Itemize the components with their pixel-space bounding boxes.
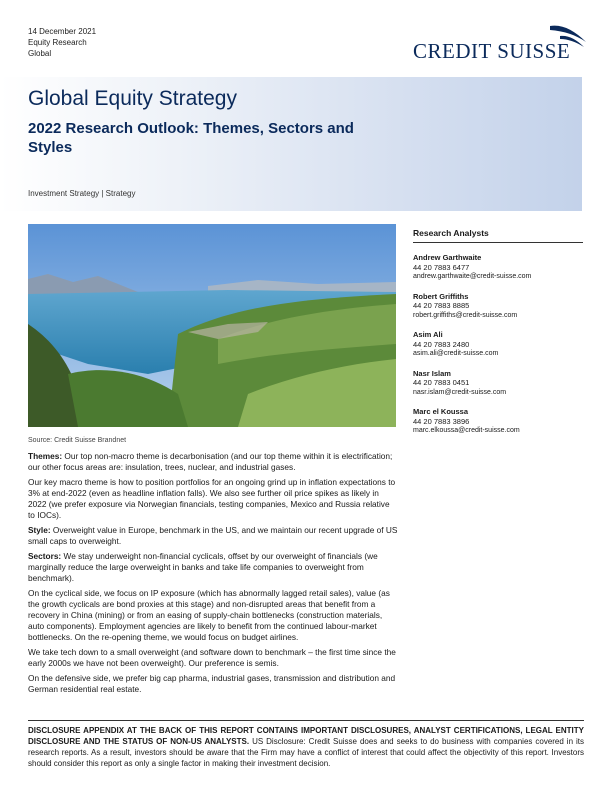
- analyst-card: [413, 253, 583, 282]
- paragraph-tech: We take tech down to a small overweight (and software down to benchmark – the first time since the early 2000s we have not been overweight). Our preference is semis.: [28, 647, 396, 668]
- themes-text: Our top non-macro theme is decarbonisation (and our top theme within it is electrification; our other focus areas are: insulation, trees, nuclear, and industrial gases.: [28, 451, 393, 472]
- analyst-phone: 44 20 7883 2480: [413, 339, 470, 349]
- analyst-phone: 44 20 7883 3896: [413, 416, 470, 426]
- paragraph-cyclical: On the cyclical side, we focus on IP exposure (which has abnormally lagged retail sales), value (as the growth cyclicals are bond proxies at this stage) and non-disrupted areas that benefit from a recovery in China (mining) or from an easing of supply-chain bottlenecks (construction materials, auto components). Employment agencies are likely to benefit from the continued labour-market bottlenecks. On the re-opening theme, we would focus on budget airlines.: [28, 588, 390, 642]
- paragraph-themes: [28, 451, 398, 473]
- analyst-phone: 44 20 7883 0451: [413, 378, 470, 387]
- research-analysts: [413, 228, 583, 436]
- analyst-name: Marc el Koussa: [413, 407, 469, 416]
- report-region: Global: [28, 49, 52, 58]
- analyst-card: [413, 292, 583, 321]
- analyst-email[interactable]: andrew.garthwaite@credit-suisse.com: [413, 273, 532, 280]
- themes-label: Themes:: [28, 451, 63, 461]
- analyst-card: [413, 369, 583, 398]
- report-meta: [28, 26, 96, 59]
- credit-suisse-logo: [413, 22, 585, 64]
- analyst-name: Nasr Islam: [413, 368, 451, 378]
- analyst-phone: 44 20 7883 8885: [413, 301, 470, 310]
- paragraph-defensive: On the defensive side, we prefer big cap pharma, industrial gases, transmission and distribution and German residential real estate.: [28, 673, 396, 694]
- analyst-name: Andrew Garthwaite: [413, 253, 482, 262]
- sectors-text: We stay underweight non-financial cyclicals, offset by our overweight of financials (we marginally reduce the large overweight in banks and take life companies to overweight from benchmark).: [28, 551, 378, 583]
- analyst-email[interactable]: asim.ali@credit-suisse.com: [413, 350, 499, 357]
- style-label: Style:: [28, 525, 51, 535]
- analyst-email[interactable]: marc.elkoussa@credit-suisse.com: [413, 427, 520, 434]
- analyst-name: Asim Ali: [413, 330, 443, 339]
- analyst-email[interactable]: nasr.islam@credit-suisse.com: [413, 388, 507, 396]
- landscape-photo: [28, 224, 396, 427]
- body-text: [28, 451, 398, 699]
- page-subtitle: 2022 Research Outlook: Themes, Sectors and Styles: [28, 120, 354, 156]
- paragraph-style: [28, 525, 398, 547]
- analyst-phone: 44 20 7883 6477: [413, 262, 470, 272]
- paragraph-macro: Our key macro theme is how to position portfolios for an ongoing grind up in inflation expectations to 3% at end-2022 (even as headline inflation falls). We also see further oil price spikes as likely in 2022 (we prefer exposure via Norwegian financials, testing companies, Mexico and Russia relative to IOCs).: [28, 477, 396, 520]
- analyst-card: [413, 407, 583, 436]
- report-date: 14 December 2021: [28, 27, 97, 36]
- analyst-email[interactable]: robert.griffiths@credit-suisse.com: [413, 311, 518, 319]
- report-department: Equity Research: [28, 38, 87, 47]
- disclosure-notice: [28, 720, 584, 769]
- page-title: Global Equity Strategy: [28, 87, 237, 110]
- sectors-label: Sectors:: [28, 551, 62, 561]
- logo-wordmark: CREDIT SUISSE: [413, 39, 571, 63]
- paragraph-sectors: [28, 551, 398, 584]
- analysts-heading: Research Analysts: [413, 228, 583, 243]
- analyst-card: [413, 330, 583, 359]
- disclosure-heading: DISCLOSURE APPENDIX AT THE BACK OF THIS REPORT CONTAINS IMPORTANT DISCLOSURES, ANALYST CERTIFICATIONS, LEGAL ENTITY DISCLOSURE AND THE STATUS OF NON-US ANALYSTS.: [28, 726, 584, 746]
- analyst-name: Robert Griffiths: [413, 291, 469, 301]
- disclosure-text: US Disclosure: Credit Suisse does and seeks to do business with companies covered in its research reports. As a result, investors should be aware that the Firm may have a conflict of interest that could affect the objectivity of this report. Investors should consider this report as only a single factor in making their investment decision.: [28, 737, 584, 768]
- report-category: Investment Strategy | Strategy: [28, 189, 136, 198]
- style-text: Overweight value in Europe, benchmark in the US, and we maintain our recent upgrade of US small caps to overweight.: [28, 525, 398, 546]
- photo-source: Source: Credit Suisse Brandnet: [28, 437, 127, 444]
